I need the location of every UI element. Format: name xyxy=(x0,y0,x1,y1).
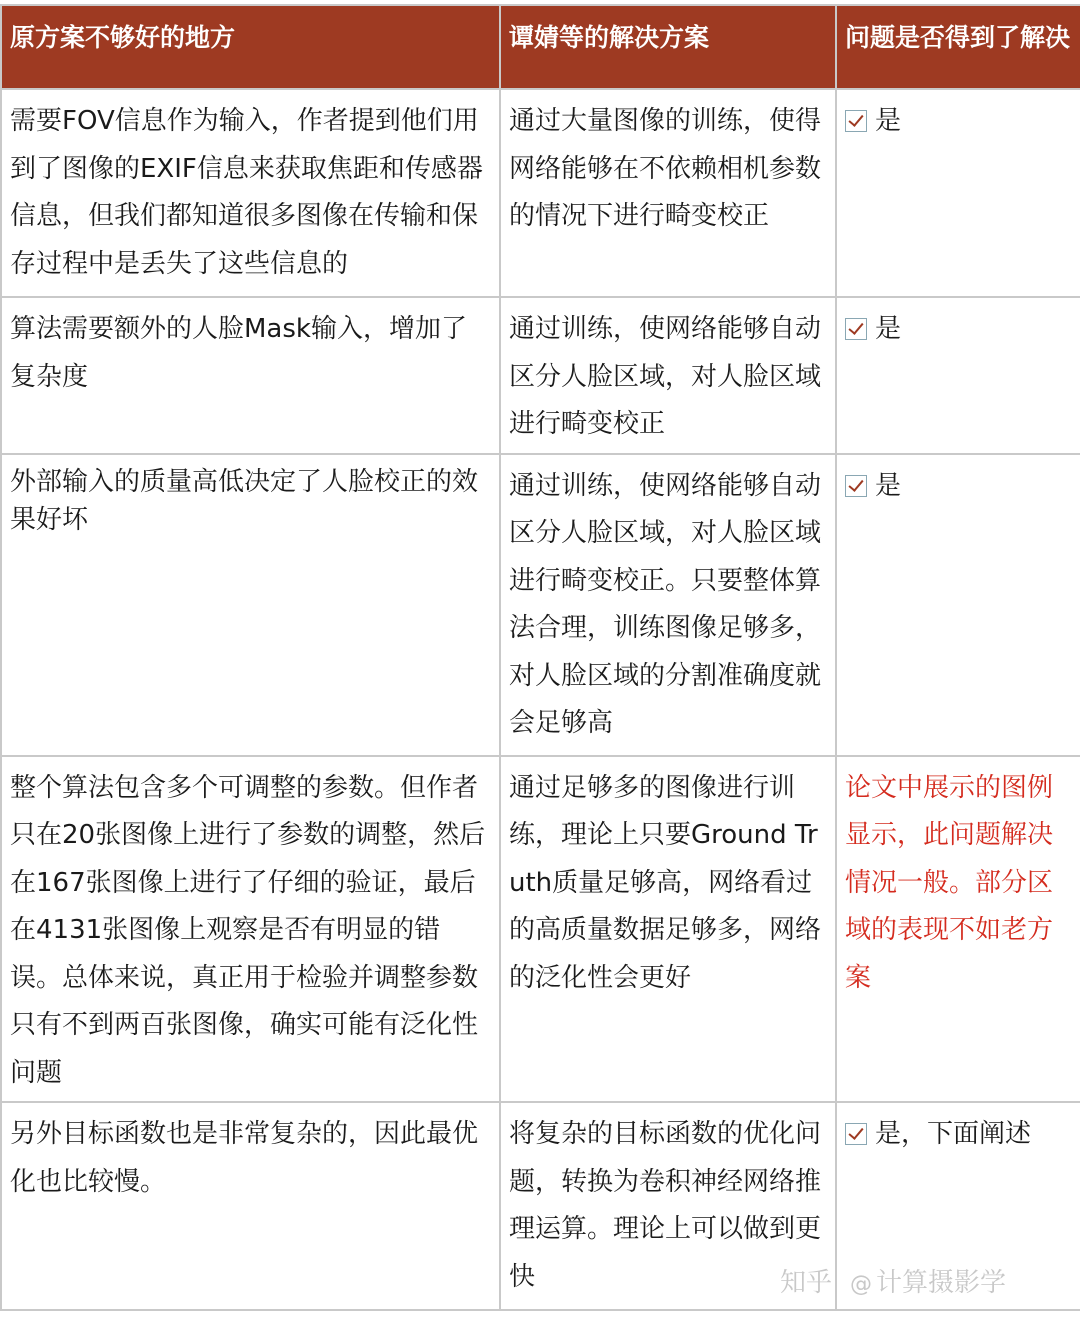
solution-cell: 通过大量图像的训练，使得网络能够在不依赖相机参数的情况下进行畸变校正 xyxy=(500,89,836,297)
watermark-account: 计算摄影学 xyxy=(876,1268,1007,1298)
checkbox-icon xyxy=(845,318,867,340)
resolved-text: 论文中展示的图例显示，此问题解决情况一般。部分区域的表现不如老方案 xyxy=(845,772,1054,993)
table-row xyxy=(1,454,1080,756)
problem-cell: 需要FOV信息作为输入，作者提到他们用到了图像的EXIF信息来获取焦距和传感器信息，但我们都知道很多图像在传输和保存过程中是丢失了这些信息的 xyxy=(1,89,500,297)
problem-cell: 外部输入的质量高低决定了人脸校正的效果好坏 xyxy=(1,454,500,756)
table-row xyxy=(1,756,1080,1103)
resolved-cell xyxy=(836,89,1080,297)
resolved-cell xyxy=(836,297,1080,454)
watermark xyxy=(780,1262,1006,1299)
resolved-text: 是 xyxy=(875,314,902,344)
header-resolved: 问题是否得到了解决 xyxy=(836,5,1080,89)
checkbox-icon xyxy=(845,110,867,132)
at-icon: @ xyxy=(850,1272,873,1297)
table-row xyxy=(1,297,1080,454)
solution-cell: 通过训练，使网络能够自动区分人脸区域，对人脸区域进行畸变校正。只要整体算法合理，训练图像足够多，对人脸区域的分割准确度就会足够高 xyxy=(500,454,836,756)
problem-cell: 整个算法包含多个可调整的参数。但作者只在20张图像上进行了参数的调整，然后在167张图像上进行了仔细的验证，最后在4131张图像上观察是否有明显的错误。总体来说，真正用于检验并调整参数只有不到两百张图像，确实可能有泛化性问题 xyxy=(1,756,500,1103)
checkbox-icon xyxy=(845,1123,867,1145)
checkbox-icon xyxy=(845,475,867,497)
resolved-cell xyxy=(836,756,1080,1103)
solution-cell: 通过足够多的图像进行训练，理论上只要Ground Truth质量足够高，网络看过的高质量数据足够多，网络的泛化性会更好 xyxy=(500,756,836,1103)
resolved-text: 是 xyxy=(875,470,902,501)
problem-cell: 另外目标函数也是非常复杂的，因此最优化也比较慢。 xyxy=(1,1102,500,1310)
header-problem: 原方案不够好的地方 xyxy=(1,5,500,89)
table-row xyxy=(1,89,1080,297)
resolved-cell xyxy=(836,454,1080,756)
problem-cell: 算法需要额外的人脸Mask输入，增加了复杂度 xyxy=(1,297,500,454)
solution-cell: 通过训练，使网络能够自动区分人脸区域，对人脸区域进行畸变校正 xyxy=(500,297,836,454)
header-solution: 谭婧等的解决方案 xyxy=(500,5,836,89)
resolved-text: 是，下面阐述 xyxy=(875,1119,1032,1149)
header-row xyxy=(1,5,1080,89)
watermark-site: 知乎 xyxy=(780,1268,833,1298)
comparison-table xyxy=(0,4,1080,1311)
solution-cell: 将复杂的目标函数的优化问题，转换为卷积神经网络推理运算。理论上可以做到更快 xyxy=(500,1102,836,1310)
resolved-text: 是 xyxy=(875,106,902,136)
